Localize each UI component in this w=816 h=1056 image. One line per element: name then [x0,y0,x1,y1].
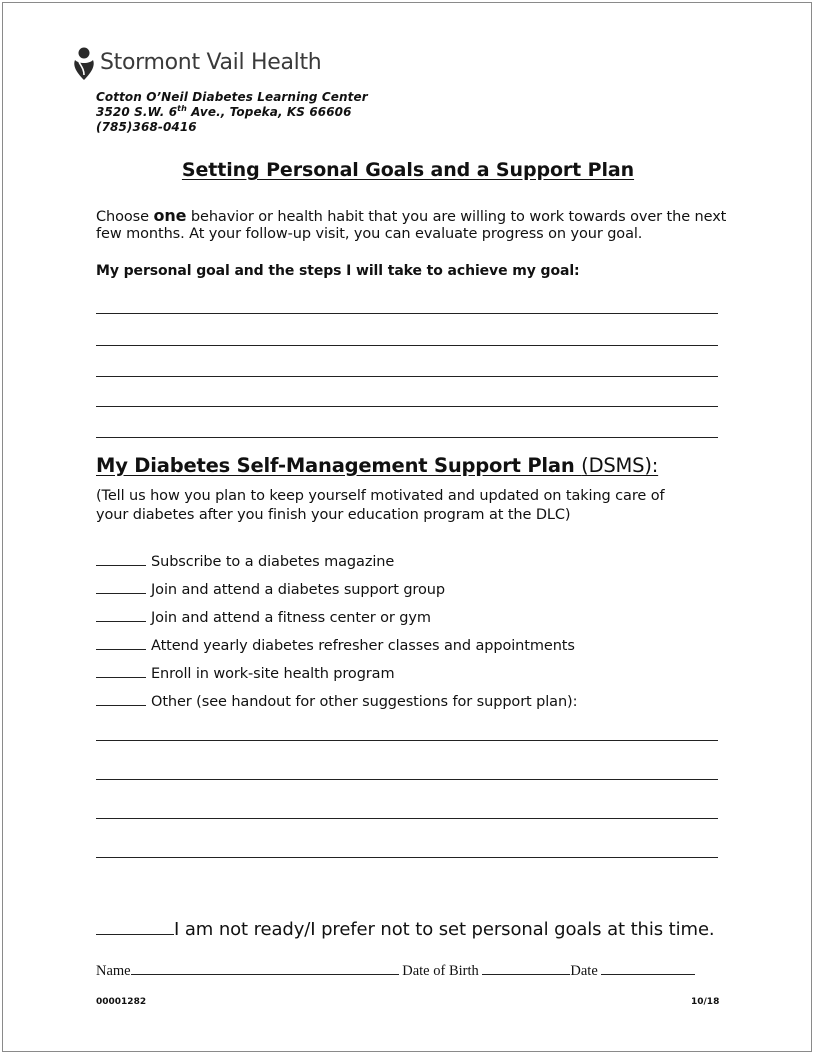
name-label: Name [96,963,131,979]
goal-line-4[interactable] [96,406,718,407]
support-option-row: Join and attend a diabetes support group [96,580,445,598]
name-field[interactable] [131,962,399,975]
signature-row [96,962,695,980]
other-line-3[interactable] [96,818,718,819]
goal-line-5[interactable] [96,437,718,438]
support-option-blank[interactable] [96,664,146,678]
support-option-row: Other (see handout for other suggestions for support plan): [96,692,577,710]
support-option-row: Join and attend a fitness center or gym [96,608,431,626]
not-ready-blank[interactable] [96,916,174,935]
dsms-description-line-2: your diabetes after you finish your education program at the DLC) [96,507,571,523]
support-option-row: Attend yearly diabetes refresher classes and appointments [96,636,575,654]
dsms-heading: My Diabetes Self-Management Support Plan (DSMS): [96,454,659,477]
support-option-blank[interactable] [96,608,146,622]
date-field[interactable] [601,962,695,975]
center-name: Cotton O’Neil Diabetes Learning Center [96,90,368,104]
form-number: 00001282 [96,997,147,1007]
page-title: Setting Personal Goals and a Support Plan [181,159,635,181]
other-line-4[interactable] [96,857,718,858]
goal-prompt: My personal goal and the steps I will take to achieve my goal: [96,263,580,279]
logo-wordmark: Stormont Vail Health [100,50,322,75]
support-option-blank[interactable] [96,692,146,706]
support-option-blank[interactable] [96,580,146,594]
dob-label: Date of Birth [402,963,479,979]
other-line-2[interactable] [96,779,718,780]
intro-emphasis: one [153,206,187,225]
revision-date: 10/18 [691,997,720,1007]
dob-field[interactable] [482,962,570,975]
not-ready-statement: I am not ready/I prefer not to set personal goals at this time. [96,916,715,940]
dsms-description-line-1: (Tell us how you plan to keep yourself motivated and updated on taking care of [96,488,665,504]
center-address: 3520 S.W. 6th Ave., Topeka, KS 66606 [96,104,352,119]
goal-line-3[interactable] [96,376,718,377]
goal-line-2[interactable] [96,345,718,346]
support-option-blank[interactable] [96,552,146,566]
intro-line-2: few months. At your follow-up visit, you can evaluate progress on your goal. [96,226,643,242]
date-label: Date [570,963,598,979]
center-phone: (785)368-0416 [96,120,197,134]
support-option-row: Enroll in work-site health program [96,664,394,682]
intro-line-1: Choose one behavior or health habit that you are willing to work towards over the next [96,206,727,225]
goal-line-1[interactable] [96,313,718,314]
support-option-blank[interactable] [96,636,146,650]
stormont-vail-logo-icon [72,47,96,81]
other-line-1[interactable] [96,740,718,741]
support-option-row: Subscribe to a diabetes magazine [96,552,394,570]
